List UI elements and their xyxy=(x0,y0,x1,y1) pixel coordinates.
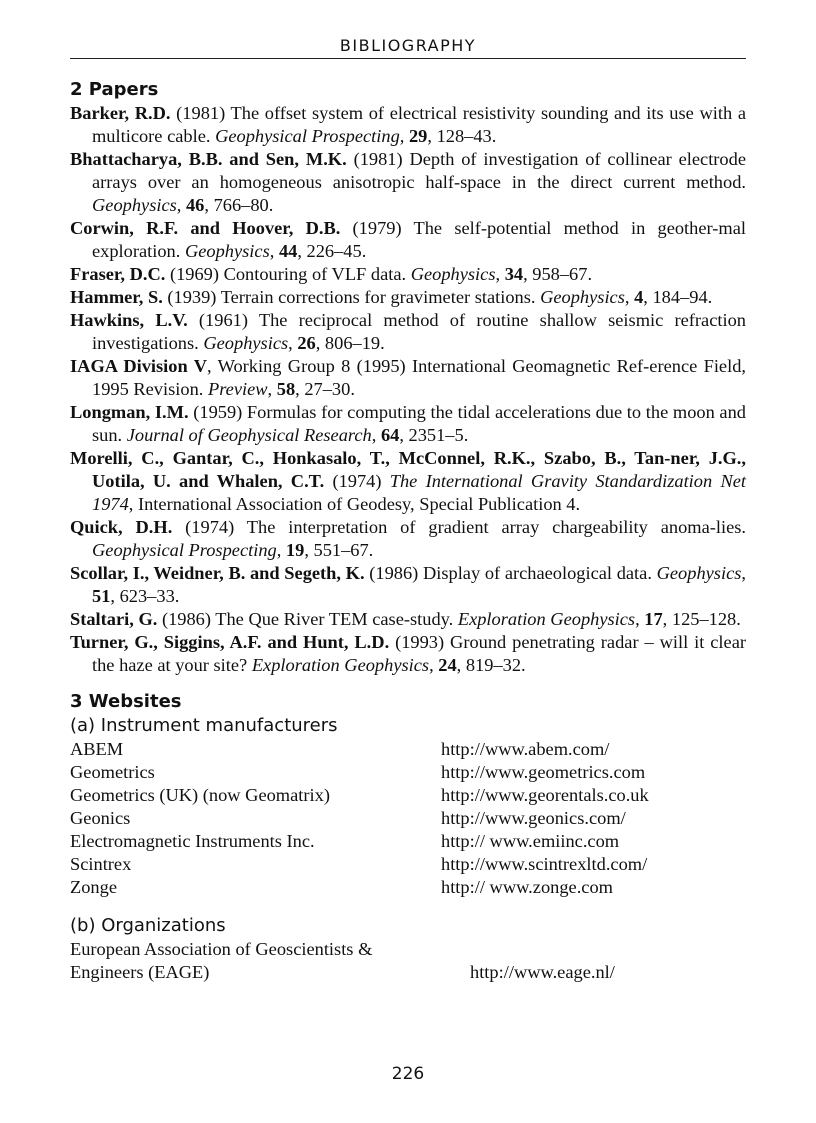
ref-authors: Hammer, S. xyxy=(70,287,163,307)
page-number: 226 xyxy=(391,1064,425,1084)
ref-volume: 34 xyxy=(504,264,524,284)
reference-entry xyxy=(70,401,746,447)
ref-volume: 19 xyxy=(285,540,305,560)
ref-pages: , 819–32. xyxy=(456,655,526,675)
ref-pages: , 806–19. xyxy=(315,333,385,353)
reference-entry xyxy=(70,286,746,309)
manufacturer-url[interactable]: http://www.scintrexltd.com/ xyxy=(441,854,648,874)
manufacturer-row xyxy=(70,784,746,807)
ref-authors: Morelli, C., Gantar, C., Honkasalo, T., McConnel, R.K., Szabo, B., Tan-ner, J.G., Uotila, U. and Whalen, C.T. xyxy=(70,448,746,491)
manufacturer-row xyxy=(70,738,746,761)
manufacturer-url[interactable]: http://www.georentals.co.uk xyxy=(441,785,649,805)
manufacturer-name: Geometrics (UK) (now Geomatrix) xyxy=(70,785,330,805)
ref-volume: 58 xyxy=(276,379,296,399)
papers-list xyxy=(70,102,746,677)
manufacturer-name: Geometrics xyxy=(70,762,155,782)
ref-journal: Geophysical Prospecting xyxy=(92,540,277,560)
ref-authors: Longman, I.M. xyxy=(70,402,189,422)
ref-title: (1981) Depth of investigation of collinear electrode arrays over an homogeneous anisotropic half-space in the direct current method. xyxy=(92,149,746,192)
manufacturers-list xyxy=(70,738,746,899)
websites-heading: 3 Websites xyxy=(70,691,182,712)
manufacturers-heading: (a) Instrument manufacturers xyxy=(70,715,338,736)
ref-pages: , 2351–5. xyxy=(399,425,469,445)
ref-journal: Preview xyxy=(207,379,268,399)
ref-authors: Staltari, G. xyxy=(70,609,158,629)
manufacturer-row xyxy=(70,876,746,899)
manufacturer-url[interactable]: http:// www.emiinc.com xyxy=(441,831,620,851)
ref-title: (1986) Display of archaeological data. xyxy=(364,563,657,583)
ref-separator: , xyxy=(269,241,279,261)
ref-title: , Working Group 8 (1995) International Geomagnetic Ref-erence Field, 1995 Revision. xyxy=(92,356,746,399)
ref-separator: , xyxy=(371,425,381,445)
manufacturer-row xyxy=(70,807,746,830)
ref-journal: Exploration Geophysics xyxy=(251,655,430,675)
ref-volume: 17 xyxy=(644,609,663,629)
ref-tail: , International Association of Geodesy, Special Publication 4. xyxy=(128,494,581,514)
manufacturer-url[interactable]: http:// www.zonge.com xyxy=(441,877,613,897)
organizations-list xyxy=(70,938,746,984)
ref-volume: 64 xyxy=(380,425,400,445)
ref-title: (1974) The interpretation of gradient array chargeability anoma-lies. xyxy=(172,517,746,537)
reference-entry xyxy=(70,309,746,355)
ref-authors: Bhattacharya, B.B. and Sen, M.K. xyxy=(70,149,347,169)
ref-separator: , xyxy=(267,379,277,399)
manufacturer-name: Scintrex xyxy=(70,854,132,874)
ref-title: (1986) The Que River TEM case-study. xyxy=(157,609,458,629)
ref-title: (1969) Contouring of VLF data. xyxy=(165,264,411,284)
ref-pages: , 623–33. xyxy=(110,586,180,606)
manufacturer-row xyxy=(70,761,746,784)
page-body xyxy=(70,78,746,984)
ref-volume: 29 xyxy=(408,126,428,146)
organization-url[interactable]: http://www.eage.nl/ xyxy=(470,962,615,982)
reference-entry xyxy=(70,217,746,263)
ref-volume: 46 xyxy=(185,195,205,215)
ref-volume: 4 xyxy=(634,287,644,307)
header-rule xyxy=(70,58,746,59)
manufacturer-url[interactable]: http://www.geonics.com/ xyxy=(441,808,626,828)
reference-entry xyxy=(70,102,746,148)
ref-separator: , xyxy=(276,540,286,560)
ref-journal: Geophysics xyxy=(203,333,289,353)
manufacturer-row xyxy=(70,830,746,853)
ref-journal: Geophysics xyxy=(184,241,270,261)
ref-journal: Geophysical Prospecting xyxy=(215,126,400,146)
ref-volume: 26 xyxy=(297,333,316,353)
ref-pages: , 226–45. xyxy=(297,241,367,261)
ref-journal: Geophysics xyxy=(410,264,496,284)
ref-pages: , 128–43. xyxy=(427,126,497,146)
ref-separator: , xyxy=(495,264,505,284)
manufacturer-name: Electromagnetic Instruments Inc. xyxy=(70,831,315,851)
organization-name: European Association of Geoscientists & Engineers (EAGE) xyxy=(70,939,373,982)
ref-pages: , 551–67. xyxy=(304,540,374,560)
reference-entry xyxy=(70,516,746,562)
ref-title: (1939) Terrain corrections for gravimeter stations. xyxy=(162,287,541,307)
ref-pages: , 766–80. xyxy=(204,195,274,215)
websites-section xyxy=(70,690,746,984)
organization-row xyxy=(70,938,746,984)
ref-separator: , xyxy=(741,563,746,583)
manufacturer-url[interactable]: http://www.geometrics.com xyxy=(441,762,646,782)
manufacturer-name: Zonge xyxy=(70,877,117,897)
reference-entry xyxy=(70,631,746,677)
ref-pages: , 27–30. xyxy=(295,379,355,399)
ref-authors: IAGA Division V xyxy=(70,356,207,376)
ref-separator: , xyxy=(176,195,186,215)
ref-authors: Barker, R.D. xyxy=(70,103,171,123)
ref-volume: 24 xyxy=(438,655,457,675)
reference-entry xyxy=(70,263,746,286)
ref-separator: , xyxy=(288,333,298,353)
ref-authors: Fraser, D.C. xyxy=(70,264,166,284)
ref-journal: Journal of Geophysical Research xyxy=(126,425,372,445)
ref-volume: 51 xyxy=(92,586,111,606)
ref-journal: Geophysics xyxy=(540,287,625,307)
ref-journal: Geophysics xyxy=(92,195,177,215)
ref-title: (1981) The offset system of electrical resistivity sounding and its use with a multicore cable. xyxy=(92,103,746,146)
ref-title: (1979) The self-potential method in geother-mal exploration. xyxy=(92,218,746,261)
ref-authors: Hawkins, L.V. xyxy=(70,310,188,330)
ref-title: (1974) xyxy=(324,471,390,491)
ref-journal: Geophysics xyxy=(656,563,742,583)
ref-title: (1993) Ground penetrating radar – will it clear the haze at your site? xyxy=(92,632,746,675)
ref-volume: 44 xyxy=(278,241,298,261)
ref-separator: , xyxy=(429,655,439,675)
ref-authors: Quick, D.H. xyxy=(70,517,173,537)
ref-journal: The International Gravity Standardization Net 1974 xyxy=(92,471,746,514)
reference-entry xyxy=(70,608,746,631)
reference-entry xyxy=(70,562,746,608)
ref-authors: Corwin, R.F. and Hoover, D.B. xyxy=(70,218,341,238)
running-head: BIBLIOGRAPHY xyxy=(339,36,477,55)
reference-entry xyxy=(70,355,746,401)
ref-pages: , 958–67. xyxy=(523,264,593,284)
organizations-heading: (b) Organizations xyxy=(70,915,226,936)
manufacturer-name: Geonics xyxy=(70,808,131,828)
ref-title: (1961) The reciprocal method of routine shallow seismic refraction investigations. xyxy=(92,310,746,353)
ref-journal: Exploration Geophysics xyxy=(457,609,636,629)
reference-entry xyxy=(70,447,746,516)
ref-separator: , xyxy=(624,287,635,307)
manufacturer-url[interactable]: http://www.abem.com/ xyxy=(441,739,610,759)
ref-separator: , xyxy=(399,126,409,146)
ref-authors: Scollar, I., Weidner, B. and Segeth, K. xyxy=(70,563,365,583)
ref-pages: , 184–94. xyxy=(643,287,713,307)
ref-separator: , xyxy=(635,609,645,629)
manufacturer-name: ABEM xyxy=(70,739,124,759)
manufacturer-row xyxy=(70,853,746,876)
ref-title: (1959) Formulas for computing the tidal accelerations due to the moon and sun. xyxy=(92,402,746,445)
ref-pages: , 125–128. xyxy=(662,609,741,629)
reference-entry xyxy=(70,148,746,217)
ref-authors: Turner, G., Siggins, A.F. and Hunt, L.D. xyxy=(70,632,390,652)
papers-heading: 2 Papers xyxy=(70,79,159,100)
